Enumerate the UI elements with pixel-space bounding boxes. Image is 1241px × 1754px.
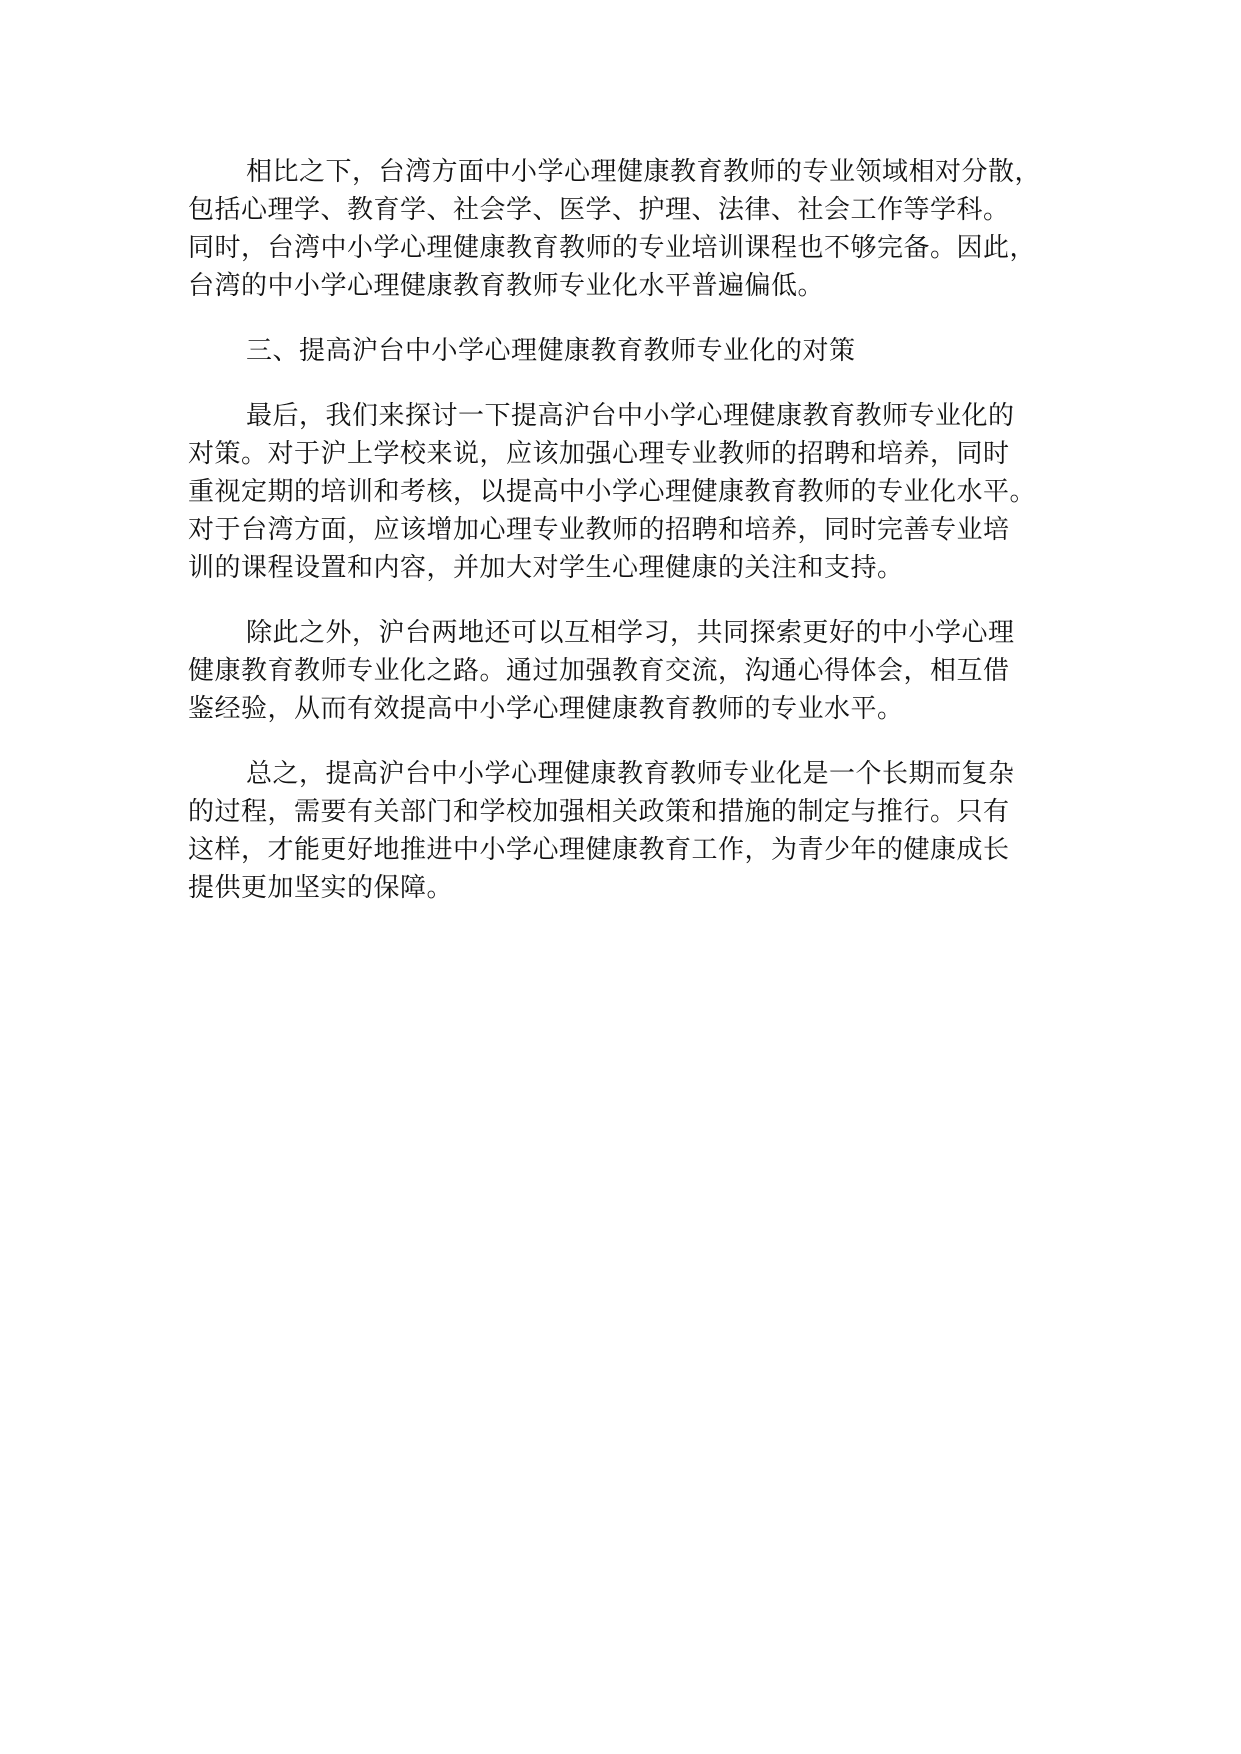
text-line: 重视定期的培训和考核，以提高中小学心理健康教育教师的专业化水平。 — [188, 477, 1037, 507]
heading-line: 三、提高沪台中小学心理健康教育教师专业化的对策 — [246, 336, 856, 366]
text-line: 对策。对于沪上学校来说，应该加强心理专业教师的招聘和培养，同时 — [188, 439, 1010, 469]
paragraph-countermeasures — [188, 397, 1088, 587]
text-line: 最后，我们来探讨一下提高沪台中小学心理健康教育教师专业化的 — [246, 401, 1015, 431]
text-line: 提供更加坚实的保障。 — [188, 873, 454, 903]
text-line: 对于台湾方面，应该增加心理专业教师的招聘和培养，同时完善专业培 — [188, 515, 1010, 545]
text-line: 除此之外，沪台两地还可以互相学习，共同探索更好的中小学心理 — [246, 618, 1015, 648]
text-line: 训的课程设置和内容，并加大对学生心理健康的关注和支持。 — [188, 553, 904, 583]
text-line: 相比之下，台湾方面中小学心理健康教育教师的专业领域相对分散， — [246, 157, 1042, 187]
paragraph-conclusion — [188, 755, 1088, 907]
paragraph-taiwan-teachers — [188, 153, 1088, 305]
paragraph-mutual-learning — [188, 614, 1088, 728]
section-heading — [188, 332, 1088, 370]
document-body — [188, 153, 1088, 934]
text-line: 包括心理学、教育学、社会学、医学、护理、法律、社会工作等学科。 — [188, 195, 1010, 225]
text-line: 台湾的中小学心理健康教育教师专业化水平普遍偏低。 — [188, 271, 825, 301]
text-line: 健康教育教师专业化之路。通过加强教育交流，沟通心得体会，相互借 — [188, 656, 1010, 686]
text-line: 的过程，需要有关部门和学校加强相关政策和措施的制定与推行。只有 — [188, 797, 1010, 827]
text-line: 鉴经验，从而有效提高中小学心理健康教育教师的专业水平。 — [188, 694, 904, 724]
text-line: 这样，才能更好地推进中小学心理健康教育工作，为青少年的健康成长 — [188, 835, 1010, 865]
text-line: 同时，台湾中小学心理健康教育教师的专业培训课程也不够完备。因此， — [188, 233, 1037, 263]
text-line: 总之，提高沪台中小学心理健康教育教师专业化是一个长期而复杂 — [246, 759, 1015, 789]
